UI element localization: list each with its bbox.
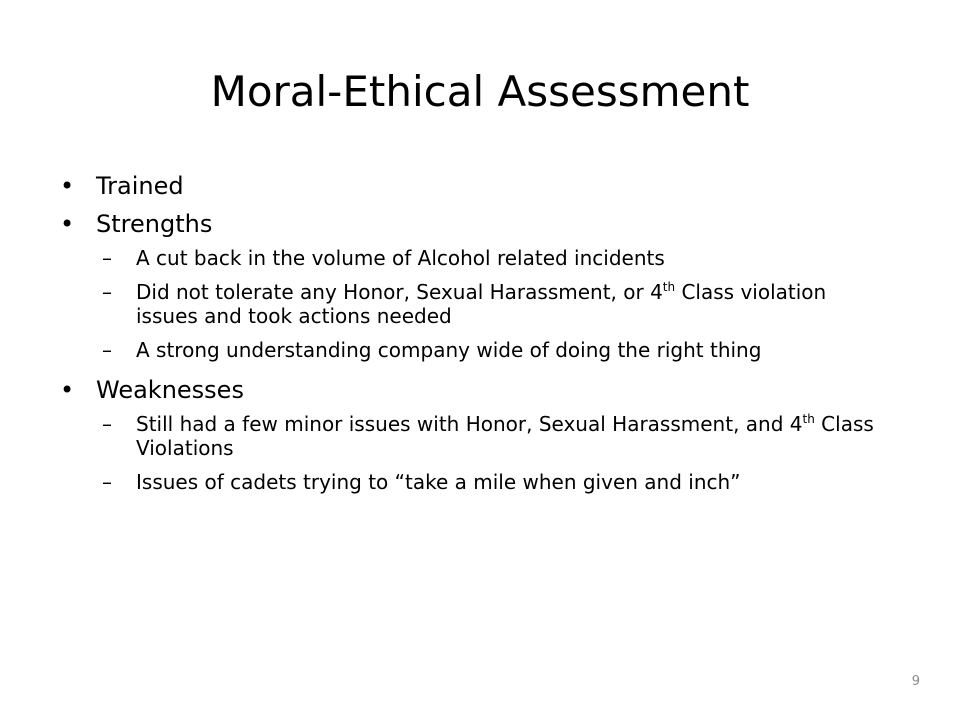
bullet-list [60,168,920,504]
sub-bullet-text-end: Class violation issues and took actions needed [136,280,827,328]
sub-bullet-text: A strong understanding company wide of doing the right thing [136,338,762,362]
ordinal-superscript: th [802,412,815,426]
bullet-icon: • [60,210,75,238]
bullet-item-trained [60,168,920,204]
sub-bullet-item [60,246,876,270]
slide-title: Moral-Ethical Assessment [210,67,750,116]
page-number: 9 [911,674,920,689]
dash-icon: – [102,338,112,362]
sub-bullet-text-start: Did not tolerate any Honor, Sexual Harassment, or 4 [136,280,663,304]
sub-bullet-item [60,412,876,460]
bullet-item-weaknesses [60,372,920,408]
bullet-label: Trained [96,172,184,200]
weaknesses-sublist [60,412,920,494]
bullet-label: Weaknesses [96,376,244,404]
sub-bullet-text-start: Still had a few minor issues with Honor, Sexual Harassment, and 4 [136,412,803,436]
sub-bullet-item [60,280,876,328]
sub-bullet-text: A cut back in the volume of Alcohol related incidents [136,246,665,270]
strengths-sublist [60,246,920,362]
ordinal-superscript: th [662,280,676,294]
dash-icon: – [102,470,112,494]
dash-icon: – [102,412,112,436]
sub-bullet-item [60,470,876,494]
bullet-label: Strengths [96,210,213,238]
bullet-icon: • [60,172,75,200]
sub-bullet-text-end: Class Violations [136,412,874,460]
dash-icon: – [102,280,112,304]
dash-icon: – [102,246,112,270]
sub-bullet-item [60,338,876,362]
sub-bullet-text: Issues of cadets trying to “take a mile when given and inch” [136,470,741,494]
bullet-icon: • [60,376,75,404]
bullet-item-strengths [60,206,920,242]
